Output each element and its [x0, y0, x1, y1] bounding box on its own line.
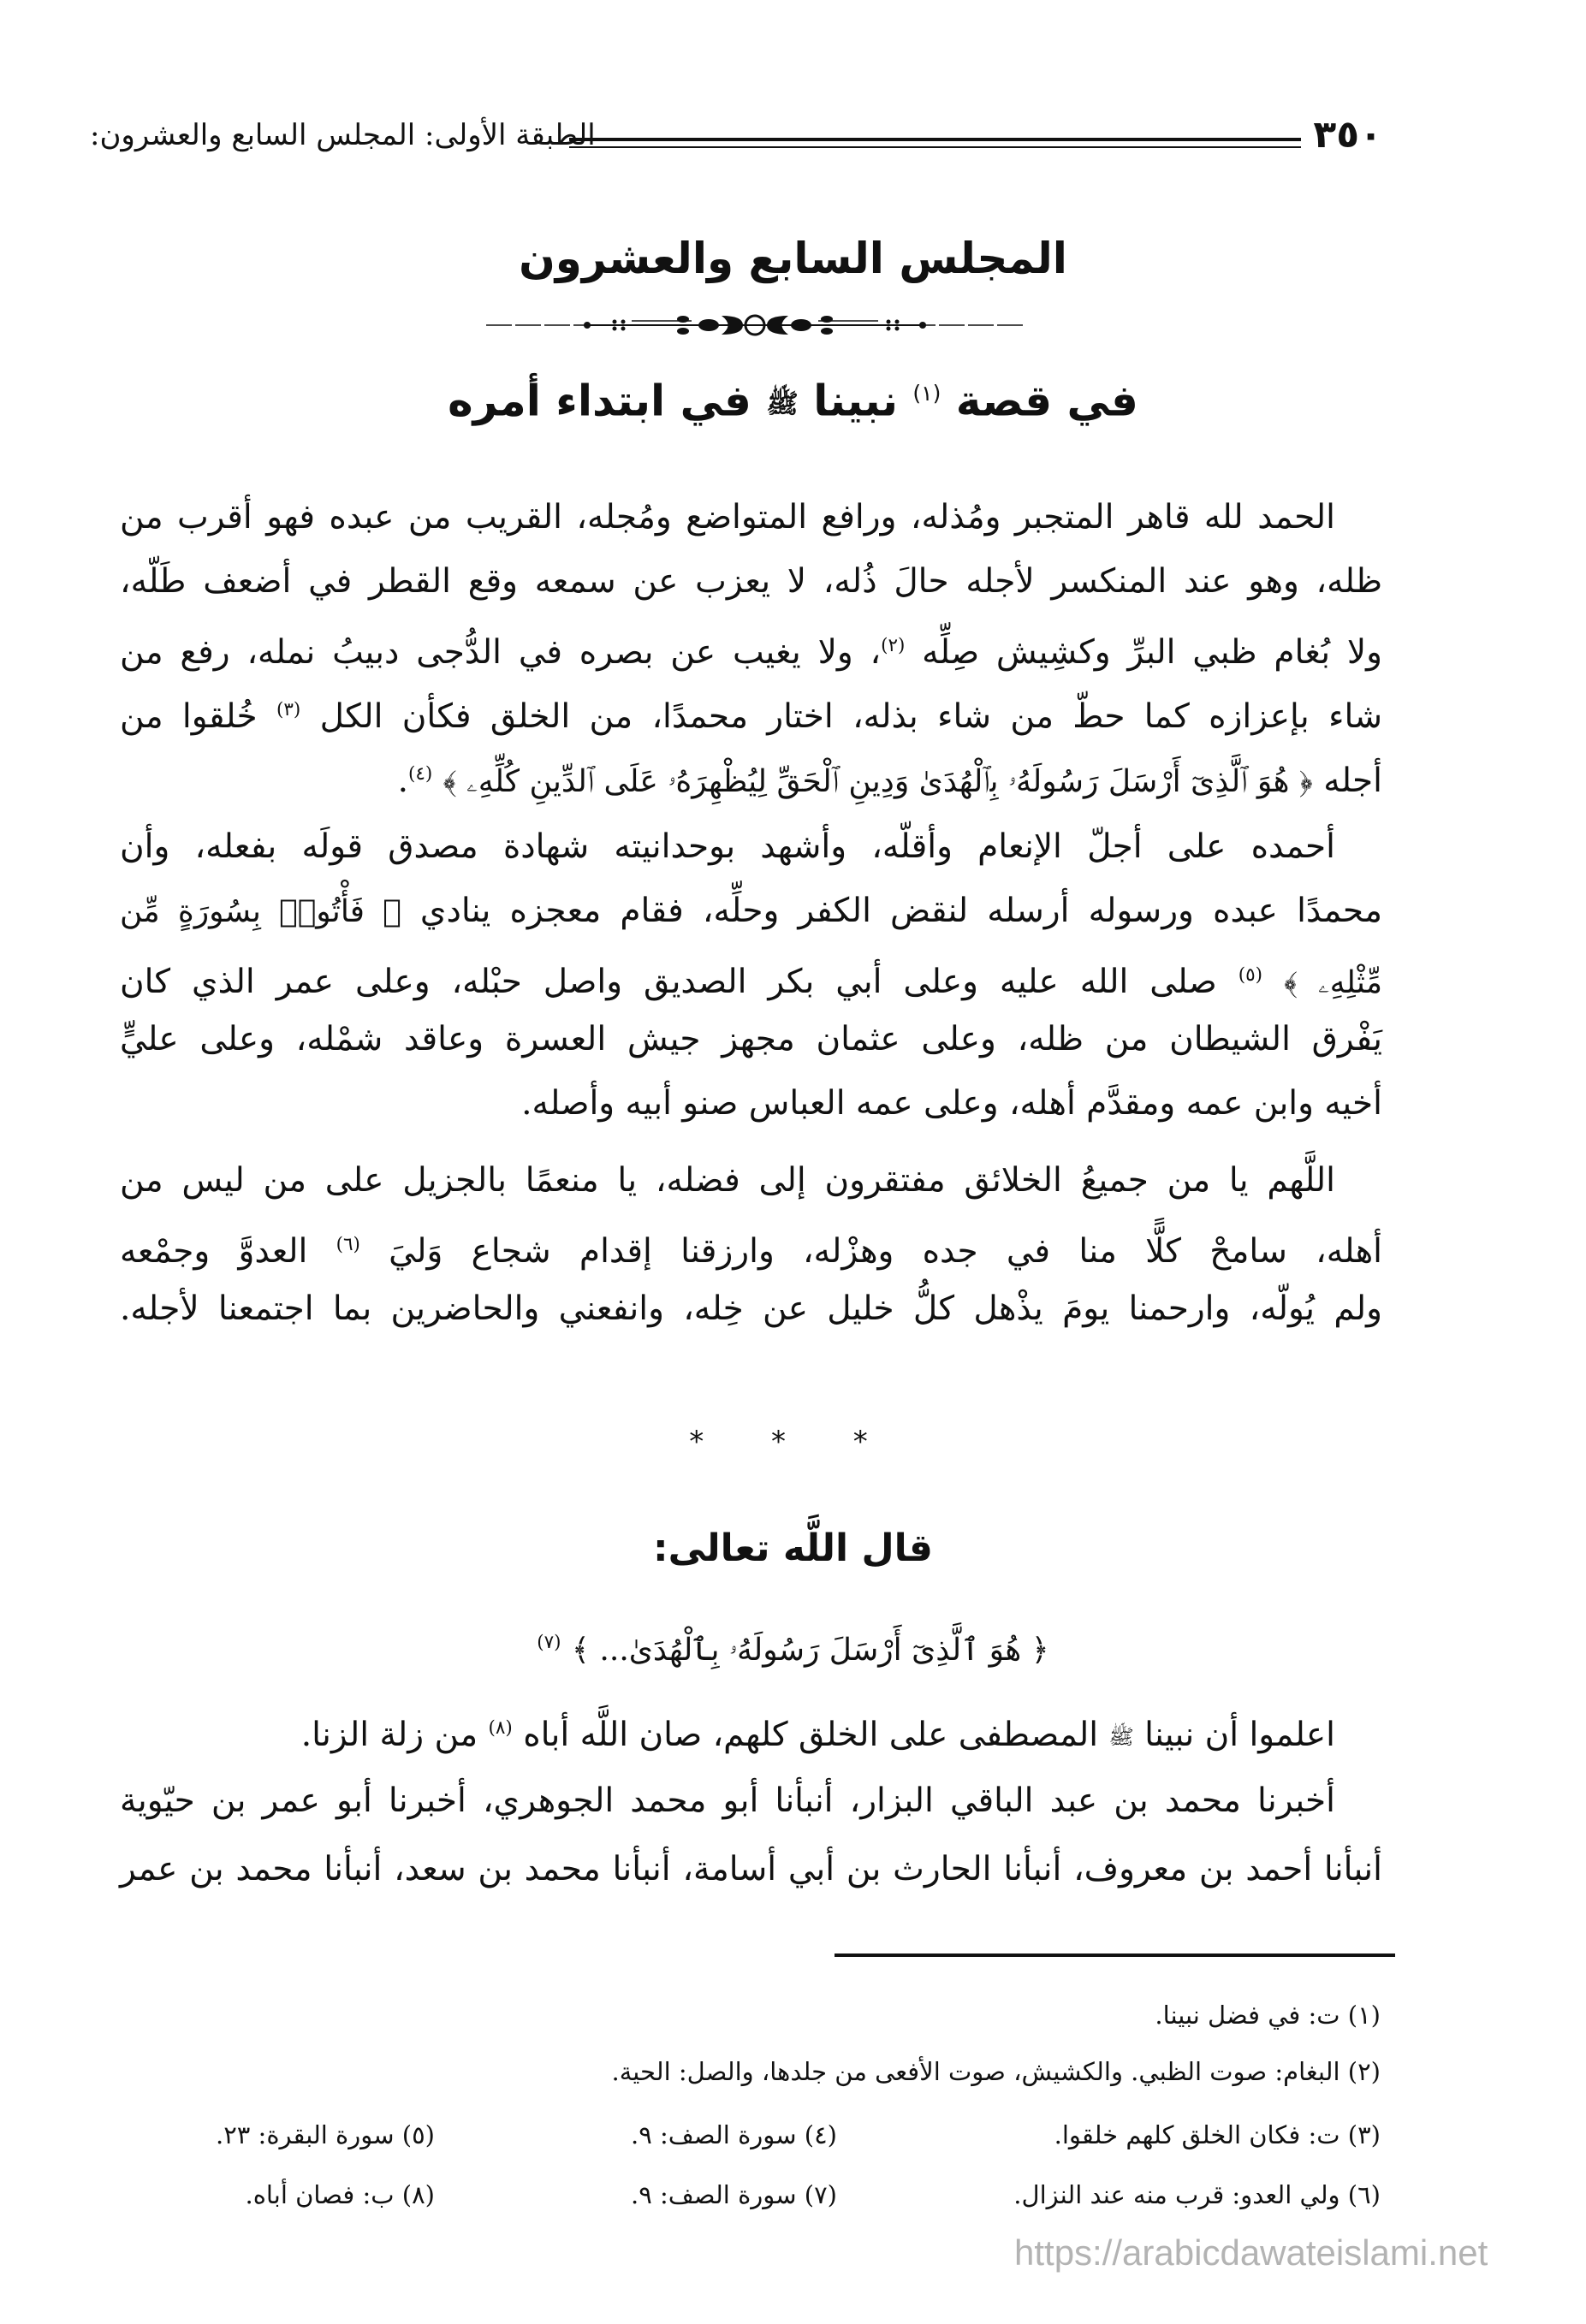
p3-line3: ولم يُولّه، وارحمنا يومَ يذْهل كلُّ خليل عن خِله، وانفعني والحاضرين بما اجتمعنا لأجله. — [120, 1289, 1382, 1328]
p1-line5 — [120, 747, 1382, 809]
footnote-5 — [216, 2115, 435, 2155]
p1-line5b: . — [397, 762, 408, 800]
footnote-ref-7[interactable]: (٧) — [537, 1632, 561, 1653]
p1-line5a: أجله — [1323, 762, 1382, 800]
salawat-glyph-icon: ﷺ — [1108, 1725, 1134, 1749]
footnote-8 — [246, 2175, 435, 2214]
p1-line2: ظله، وهو عند المنكسر لأجله حالَ ذُله، لا يعزب عن سمعه وقع القطر في أضعف طَلّه، — [120, 562, 1382, 601]
footnote-number: (٦) — [1347, 2180, 1381, 2209]
decorative-divider-icon — [486, 312, 1024, 338]
footnote-3 — [1054, 2115, 1381, 2155]
section-heading: قال اللَّه تعالى: — [653, 1527, 933, 1570]
chapter-title: المجلس السابع والعشرون — [519, 234, 1067, 283]
p2-line2a: محمدًا عبده ورسوله أرسله لنقض الكفر وحلِّه، فقام معجزه ينادي — [419, 892, 1382, 930]
p1-line3a: ولا بُغام ظبي البرِّ وكشِيش صِلِّه — [922, 633, 1382, 672]
footnote-text: سورة البقرة: ٢٣. — [215, 2120, 395, 2149]
footnote-ref-8[interactable]: (٨) — [488, 1717, 513, 1739]
footnote-ref-6[interactable]: (٦) — [336, 1234, 360, 1255]
footnote-number: (٤) — [804, 2120, 837, 2149]
p5-line1: أخبرنا محمد بن عبد الباقي البزار، أنبأنا أبو محمد الجوهري، أخبرنا أبو عمر بن حيّوية — [120, 1782, 1335, 1820]
p1-line1: الحمد لله قاهر المتجبر ومُذله، ورافع المتواضع ومُجله، القريب من عبده فهو أقرب من — [120, 498, 1335, 537]
footnote-text: ب: فصان أباه. — [245, 2180, 395, 2209]
quran-verse: ﴿ هُوَ ٱلَّذِىٓ أَرْسَلَ رَسُولَهُۥ بِٱلْهُدَىٰ... ﴾ — [571, 1633, 1049, 1668]
footnote-text: سورة الصف: ٩. — [631, 2180, 797, 2209]
quran-quote: ﴿ هُوَ ٱلَّذِىٓ أَرْسَلَ رَسُولَهُۥ بِٱلْهُدَىٰ وَدِينِ ٱلْحَقِّ لِيُظْهِرَهُۥ عَلَى ٱلدِّينِ كُلِّهِۦ ﴾ — [443, 764, 1313, 799]
footnote-4 — [631, 2115, 837, 2155]
p2-line2 — [120, 884, 1382, 940]
p1-line4b: خُلقوا من — [120, 697, 258, 736]
chapter-subtitle — [0, 359, 1586, 438]
subtitle-part2: نبينا — [813, 376, 898, 426]
salawat-glyph-icon: ﷺ — [766, 388, 799, 420]
subtitle-part1: في قصة — [955, 376, 1138, 426]
quran-quote: مِّثْلِهِۦ ﴾ — [1283, 965, 1382, 1000]
watermark-url: https://arabicdawateislami.net — [1014, 2232, 1488, 2273]
p2-line5: أخيه وابن عمه ومقدَّم أهله، وعلى عمه العباس صنو أبيه وأصله. — [521, 1084, 1382, 1123]
p5-line2: أنبأنا أحمد بن معروف، أنبأنا الحارث بن أبي أسامة، أنبأنا محمد بن سعد، أنبأنا محمد بن عمر — [120, 1850, 1382, 1888]
footnote-2 — [612, 2052, 1381, 2091]
verse-line — [0, 1613, 1586, 1681]
footnote-6 — [1013, 2175, 1381, 2214]
p2-line4: يَفْرق الشيطان من ظله، وعلى عثمان مجهز جيش العسرة وعاقد شمْله، وعلى عليٍّ — [120, 1020, 1382, 1058]
footnote-text: سورة الصف: ٩. — [631, 2120, 797, 2149]
footnote-number: (٧) — [804, 2180, 837, 2209]
subtitle-part3: في ابتداء أمره — [448, 376, 751, 426]
p2-line1: أحمده على أجلّ الإنعام وأقلّه، وأشهد بوحدانيته شهادة مصدق قولَه بفعله، وأن — [120, 827, 1335, 866]
footnote-number: (٨) — [401, 2180, 435, 2209]
section-separator-stars: * * * — [689, 1425, 897, 1459]
footnote-ref-3[interactable]: (٣) — [276, 699, 301, 720]
footnote-text: البغام: صوت الظبي. والكشيش، صوت الأفعى من جلدها، والصل: الحية. — [611, 2057, 1340, 2086]
footnote-ref-2[interactable]: (٢) — [881, 635, 906, 656]
footnote-text: ت: في فضل نبينا. — [1155, 2001, 1340, 2030]
p2-line3b: صلى الله عليه وعلى أبي بكر الصديق واصل حبْله، وعلى عمر الذي كان — [120, 963, 1217, 1001]
footnote-ref-4[interactable]: (٤) — [407, 763, 433, 785]
p1-line3b: ، ولا يغيب عن بصره في الدُّجى دبيبُ نمله، رفع من — [120, 633, 882, 672]
p3-line2a: أهله، سامحْ كلًّا منا في جده وهزْله، وارزقنا إقدام شجاع وَليَ — [389, 1232, 1382, 1271]
p3-line2b: العدوَّ وجمْعه — [120, 1232, 308, 1271]
p1-line3 — [120, 619, 1382, 680]
p4-line1 — [120, 1701, 1382, 1764]
footnote-ref-1[interactable]: (١) — [912, 381, 942, 406]
p1-line4a: شاء بإعزازه كما حطّ من شاء بذله، اختار محمدًا، من الخلق فكأن الكل — [319, 697, 1383, 736]
footnote-number: (٥) — [401, 2120, 435, 2149]
p4-part2: المصطفى على الخلق كلهم، صان اللَّه أباه — [523, 1716, 1099, 1754]
page-number: ٣٥٠ — [1313, 113, 1382, 157]
footnote-7 — [631, 2175, 837, 2214]
footnote-number: (٣) — [1347, 2120, 1381, 2149]
footnote-number: (٢) — [1347, 2057, 1381, 2086]
footnote-ref-5[interactable]: (٥) — [1238, 964, 1263, 986]
footnote-text: ولي العدو: قرب منه عند النزال. — [1013, 2180, 1340, 2209]
p3-line2 — [120, 1218, 1382, 1279]
header-double-rule — [569, 138, 1301, 150]
p2-line3 — [120, 948, 1382, 1011]
p4-part1: اعلموا أن نبينا — [1144, 1716, 1335, 1754]
p3-line1: اللَّهم يا من جميعُ الخلائق مفتقرون إلى فضله، يا منعمًا بالجزيل على من ليس من — [120, 1161, 1335, 1200]
footnote-1 — [1155, 1995, 1381, 2035]
quran-quote: ﴿ فَأْتُوا۟ بِسُورَةٍ مِّن — [120, 894, 401, 929]
footnote-text: ت: فكان الخلق كلهم خلقوا. — [1054, 2120, 1340, 2149]
footnote-number: (١) — [1347, 2001, 1381, 2030]
footnote-separator — [835, 1953, 1395, 1957]
running-title: الطبقة الأولى: المجلس السابع والعشرون: — [90, 118, 596, 152]
p1-line4 — [120, 683, 1382, 744]
p4-part3: من زلة الزنا. — [300, 1716, 478, 1754]
running-header — [90, 110, 1382, 169]
